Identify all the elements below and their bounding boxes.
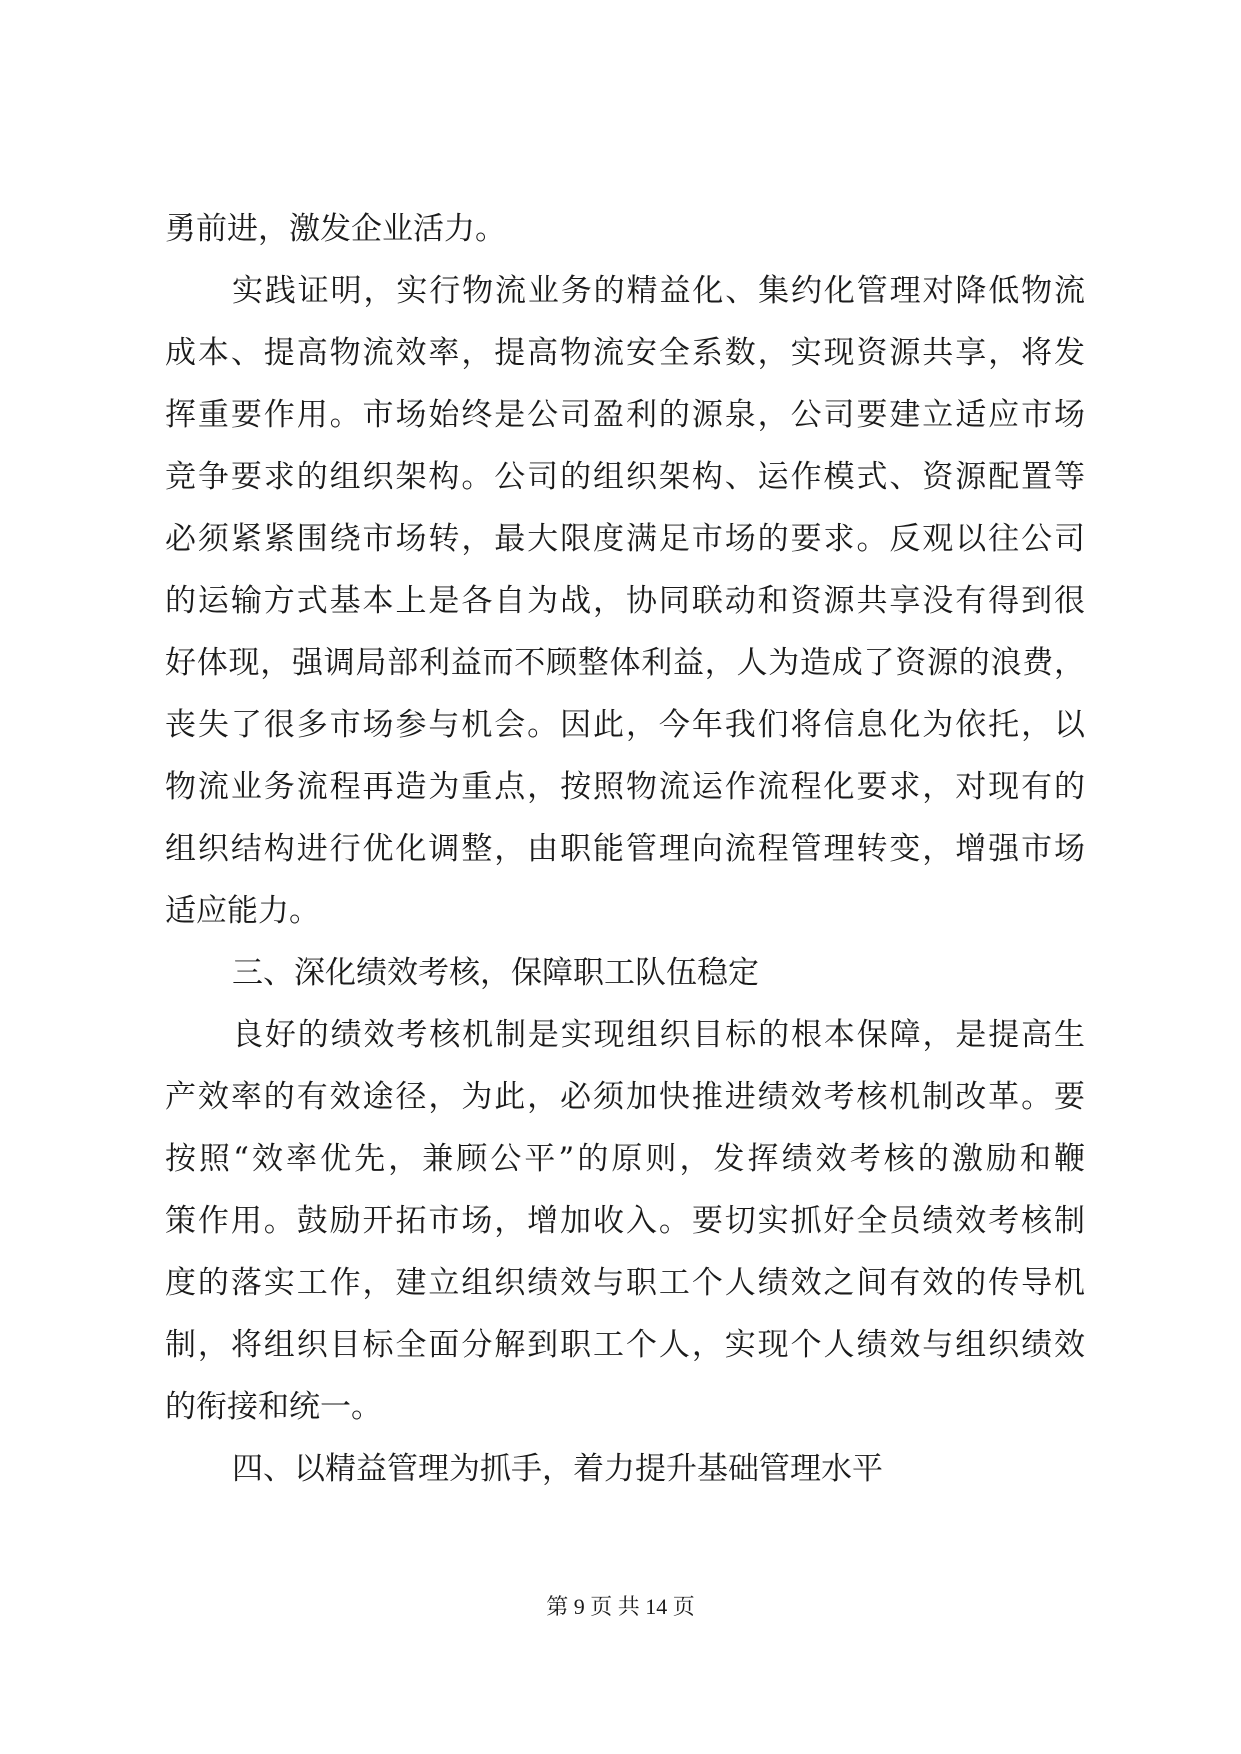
text-line: 按照“效率优先，兼顾公平”的原则，发挥绩效考核的激励和鞭 [165, 1141, 1085, 1177]
paragraph-first-line: 良好的绩效考核机制是实现组织目标的根本保障，是提高生 [232, 1017, 1085, 1053]
text-line: 成本、提高物流效率，提高物流安全系数，实现资源共享，将发 [165, 335, 1085, 371]
text-line: 度的落实工作，建立组织绩效与职工个人绩效之间有效的传导机 [165, 1265, 1085, 1301]
text-line: 策作用。鼓励开拓市场，增加收入。要切实抓好全员绩效考核制 [165, 1203, 1085, 1239]
text-line: 产效率的有效途径，为此，必须加快推进绩效考核机制改革。要 [165, 1079, 1085, 1115]
text-line: 的衔接和统一。 [165, 1389, 382, 1425]
text-line: 适应能力。 [165, 893, 320, 929]
text-line: 勇前进，激发企业活力。 [165, 211, 506, 247]
text-line: 丧失了很多市场参与机会。因此，今年我们将信息化为依托，以 [165, 707, 1085, 743]
section-heading: 三、深化绩效考核，保障职工队伍稳定 [232, 955, 759, 991]
text-line: 的运输方式基本上是各自为战，协同联动和资源共享没有得到很 [165, 583, 1085, 619]
text-line: 组织结构进行优化调整，由职能管理向流程管理转变，增强市场 [165, 831, 1085, 867]
paragraph-first-line: 实践证明，实行物流业务的精益化、集约化管理对降低物流 [232, 273, 1085, 309]
page-number-footer: 第 9 页 共 14 页 [546, 1594, 695, 1619]
text-line: 物流业务流程再造为重点，按照物流运作流程化要求，对现有的 [165, 769, 1085, 805]
text-line: 制，将组织目标全面分解到职工个人，实现个人绩效与组织绩效 [165, 1327, 1085, 1363]
section-heading: 四、以精益管理为抓手，着力提升基础管理水平 [232, 1451, 883, 1487]
text-line: 好体现，强调局部利益而不顾整体利益，人为造成了资源的浪费， [165, 645, 1085, 681]
text-line: 竞争要求的组织架构。公司的组织架构、运作模式、资源配置等 [165, 459, 1085, 495]
text-line: 挥重要作用。市场始终是公司盈利的源泉，公司要建立适应市场 [165, 397, 1085, 433]
text-line: 必须紧紧围绕市场转，最大限度满足市场的要求。反观以往公司 [165, 521, 1085, 557]
